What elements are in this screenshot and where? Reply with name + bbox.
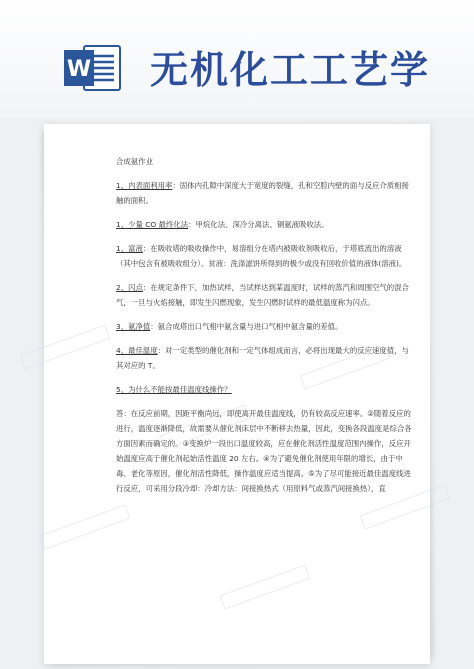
definition-text: ：对一定类型的催化剂和一定气体组成而言，必将出现最大的反应速度值，与其对应的 T。 <box>116 346 409 370</box>
page-title: 无机化工工艺学 <box>150 48 431 92</box>
definition-item <box>116 280 416 310</box>
definition-term: 4、最佳温度 <box>116 346 158 355</box>
definition-term: 1、少量 CO 最终化法 <box>116 220 189 229</box>
definition-term: 1、内表面利用率 <box>116 181 173 190</box>
definition-text: ：氨合成塔出口气相中氨含量与进口气相中氨含量的差值。 <box>150 322 343 331</box>
definition-term: 2、闪点 <box>116 283 143 292</box>
question-item <box>116 382 416 397</box>
word-logo-letter: W <box>66 57 92 82</box>
definition-text: ：甲烷化法、深冷分离法、铜氨液吸收法。 <box>188 220 329 229</box>
definition-text: ：固体内孔隙中深度大于宽度的裂缝，孔和空腔内壁的面与反应介质相接触的面积。 <box>116 181 409 205</box>
document-content <box>116 154 416 496</box>
definition-text: ：在吸收塔的吸收操作中，易溶组分在塔内被吸收剂吸收后，于塔底流出的溶液（其中包含有被吸收组分）。贫液：洗涤滤饼所得到的极少或没有回收价值的液体(溶液)。 <box>116 244 407 268</box>
header-banner <box>0 0 474 118</box>
definition-term: 3、氨净值 <box>116 322 151 331</box>
document-heading: 合成氨作业 <box>116 157 153 166</box>
question-text: 5、为什么不能按最佳温度线操作？ <box>116 385 232 394</box>
answer-paragraph: 答：在反应前期，因距平衡尚远，即使离开最佳温度线，仍有较高反应速率。②随着反应的进行，温度逐渐降低，故需要从催化剂床层中不断移去热量，因此，变换各段温度是综合各方面因素而确定的。③变换炉一段出口温度较高，应在催化剂活性温度范围内操作，反应开始温度应高于催化剂起始活性温度 20 左右。④为了避免催化剂使用年限的增长，由于中毒、老化等原因，催化剂活性降低，操作温度应适当提高。⑤为了尽可能接近最佳温度线进行反应，可采用分段冷却：冷却方法：间接换热式（用原料气或蒸汽间接换热），直 <box>116 409 412 493</box>
definition-item <box>116 217 416 232</box>
definition-term: 1、富液 <box>116 244 143 253</box>
definition-item <box>116 343 416 373</box>
document-page <box>44 124 430 664</box>
definition-item <box>116 178 416 208</box>
word-document-icon <box>62 40 122 96</box>
definition-text: ：在规定条件下，加热试样，当试样达到某温度时，试样的蒸汽和周围空气的混合气，一旦与火焰接触，即发生闪燃现象，发生闪燃时试样的最低温度称为闪点。 <box>116 283 409 307</box>
definition-item <box>116 319 416 334</box>
definition-item <box>116 241 416 271</box>
